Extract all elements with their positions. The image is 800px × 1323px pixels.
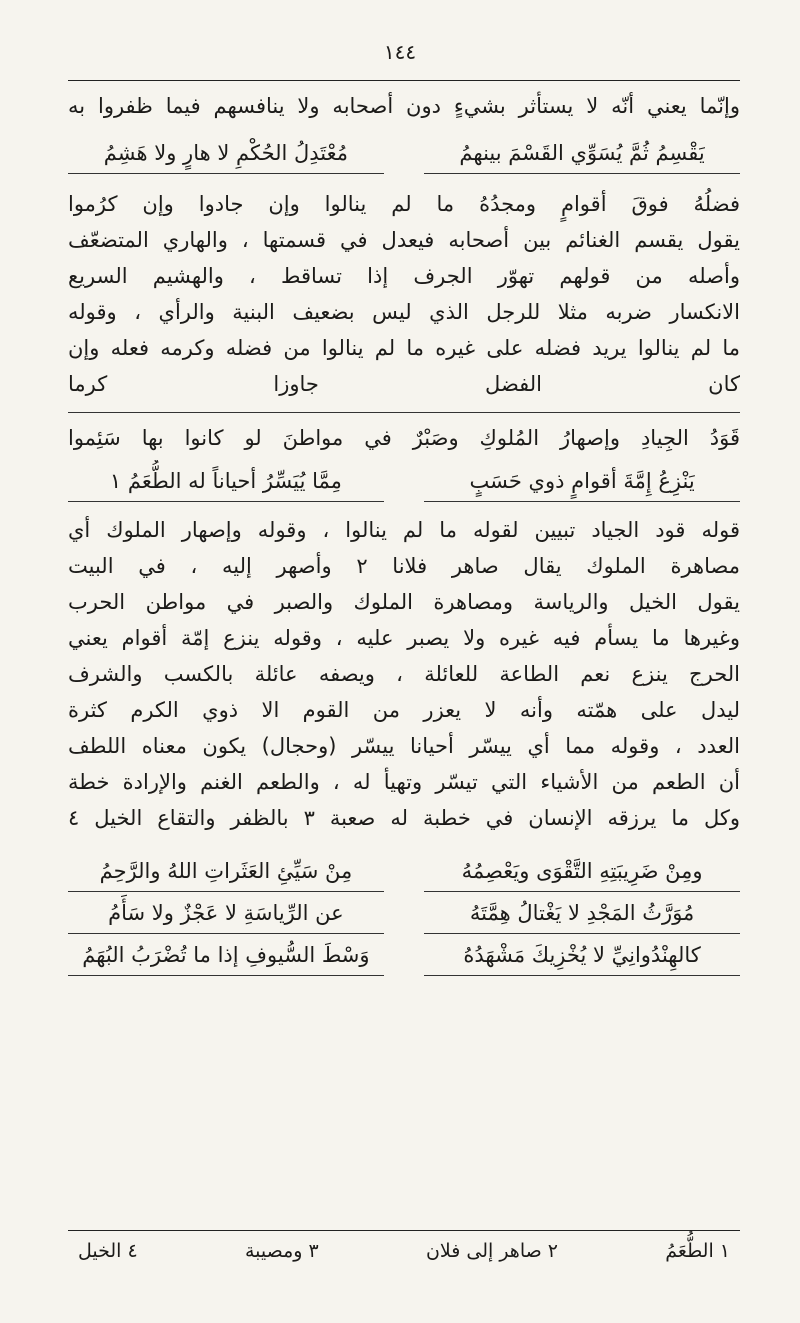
hemistich-second: مُعْتَدِلُ الحُكْمِ لا هارٍ ولا هَشِمُ <box>68 132 384 174</box>
paragraph-3 <box>68 512 740 836</box>
hemistich-second: مِنْ سَيِّئِ العَثَراتِ اللهُ والرَّحِمُ <box>68 850 384 892</box>
verse-line: قَوَدُ الجِيادِ وإصهارُ المُلوكِ وصَبْرٌ في مواطنَ لو كانوا بها سَئِموا <box>68 426 740 450</box>
hemistich-second: مِمَّا يُيَسِّرُ أحياناً له الطُّعَمُ ١ <box>68 460 384 502</box>
text-line: يقول يقسم الغنائم بين أصحابه فيعدل في قسمتها ، والهاري المتضعّف <box>68 228 740 252</box>
text-line: وكل ما يرزقه الإنسان في خطبة له صعبة ٣ بالظفر والتقاع الخيل ٤ <box>68 806 740 830</box>
text-line: كان الفضل جاوزا كرما <box>68 372 740 396</box>
text-line: العدد ، وقوله مما أي ييسّر أحيانا ييسّر (وحجال) يكون معناه اللطف <box>68 734 740 758</box>
text-line: فضلُهُ فوقَ أقوامٍ ومجدُهُ ما لم ينالوا وإن جادوا وإن كرُموا <box>68 192 740 216</box>
verse-block-1 <box>68 132 740 174</box>
text-line: ليدل على همّته وأنه لا يعزر من القوم الا ذوي الكرم كثرة <box>68 698 740 722</box>
text-line: مصاهرة الملوك يقال صاهر فلانا ٢ وأصهر إليه ، في البيت <box>68 554 740 578</box>
verse-block-4 <box>68 850 740 976</box>
top-rule <box>68 80 740 81</box>
verse-row <box>68 934 740 976</box>
paragraph-2 <box>68 186 740 402</box>
text-line: ما لم ينالوا يريد فضله على غيره ما لم ينالوا من فضله وكرمه فعله وإن <box>68 336 740 360</box>
footnotes <box>68 1230 740 1270</box>
text-line: الانكسار ضربه مثلا للرجل الذي ليس بضعيف البنية والرأي ، وقوله <box>68 300 740 324</box>
section-rule <box>68 412 740 413</box>
verse-row <box>68 460 740 502</box>
text-line: الحرج ينزع نعم الطاعة للعائلة ، ويصفه عائلة بالكسب والشرف <box>68 662 740 686</box>
hemistich-first: مُوَرَّثُ المَجْدِ لا يَغْتالُ هِمَّتَهُ <box>424 892 740 934</box>
footnote-1: ١ الطُّعَمُ <box>665 1239 730 1262</box>
footnote-2: ٢ صاهر إلى فلان <box>425 1239 559 1262</box>
hemistich-second: عن الرِّياسَةِ لا عَجْزٌ ولا سَأَمُ <box>68 892 384 934</box>
text-line: أن الطعم من الأشياء التي تيسّر وتهيأ له ، والطعم الغنم والإرادة خطة <box>68 770 740 794</box>
text-line: وإنّما يعني أنّه لا يستأثر بشيءٍ دون أصحابه ولا ينافسهم فيما ظفروا به <box>68 94 740 118</box>
footnote-4: ٤ الخيل <box>78 1239 138 1262</box>
hemistich-first: كالهِنْدُوانِيِّ لا يُخْزِيكَ مَشْهَدُهُ <box>424 934 740 976</box>
verse-block-2 <box>68 420 740 456</box>
hemistich-first: يَنْزِعُ إِمَّةَ أقوامٍ ذوي حَسَبٍ <box>424 460 740 502</box>
hemistich-first: يَقْسِمُ ثُمَّ يُسَوِّي القَسْمَ بينهمُ <box>424 132 740 174</box>
text-line: يقول الخيل والرياسة ومصاهرة الملوك والصبر في مواطن الحرب <box>68 590 740 614</box>
page-frame <box>68 80 740 1270</box>
text-line: قوله قود الجياد تبيين لقوله ما لم ينالوا ، وقوله وإصهار الملوك أي <box>68 518 740 542</box>
footnote-3: ٣ ومصيبة <box>244 1239 319 1262</box>
hemistich-first: ومِنْ ضَرِيبَتِهِ التَّقْوَى ويَعْصِمُهُ <box>424 850 740 892</box>
page-number: ١٤٤ <box>383 40 417 64</box>
verse-row <box>68 132 740 174</box>
verse-block-3 <box>68 460 740 502</box>
paragraph-1 <box>68 88 740 124</box>
hemistich-second: وَسْطَ السُّيوفِ إذا ما تُضْرَبُ البُهَمُ <box>68 934 384 976</box>
text-line: وغيرها ما يسأم فيه غيره ولا يصبر عليه ، وقوله ينزع إمّة أقوام يعني <box>68 626 740 650</box>
verse-row <box>68 850 740 892</box>
text-line: وأصله من قولهم تهوّر الجرف إذا تساقط ، والهشيم السريع <box>68 264 740 288</box>
verse-row <box>68 892 740 934</box>
